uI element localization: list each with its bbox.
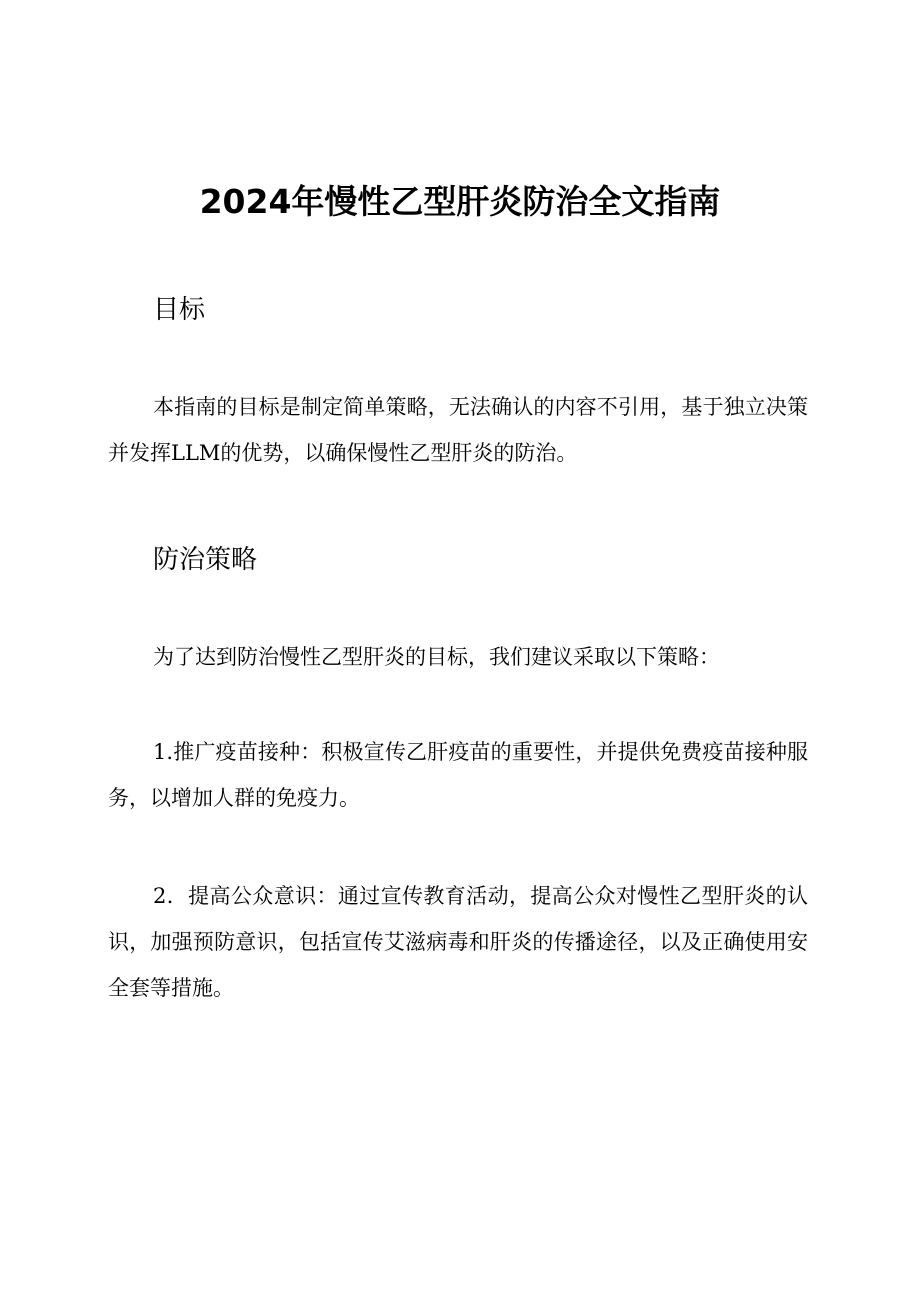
- goal-paragraph: 本指南的目标是制定简单策略，无法确认的内容不引用，基于独立决策并发挥LLM的优势，以确保慢性乙型肝炎的防治。: [108, 395, 808, 465]
- section-heading-strategy: 防治策略: [153, 545, 258, 575]
- section-heading-goal: 目标: [153, 295, 206, 325]
- strategy-intro-paragraph: 为了达到防治慢性乙型肝炎的目标，我们建议采取以下策略：: [153, 645, 720, 669]
- strategy-item-2: 2．提高公众意识：通过宣传教育活动，提高公众对慢性乙型肝炎的认识，加强预防意识，包括宣传艾滋病毒和肝炎的传播途径，以及正确使用安全套等措施。: [108, 884, 808, 1000]
- document-title: 2024年慢性乙型肝炎防治全文指南: [199, 182, 721, 221]
- strategy-item-1: 1.推广疫苗接种：积极宣传乙肝疫苗的重要性，并提供免费疫苗接种服务，以增加人群的免疫力。: [108, 740, 808, 810]
